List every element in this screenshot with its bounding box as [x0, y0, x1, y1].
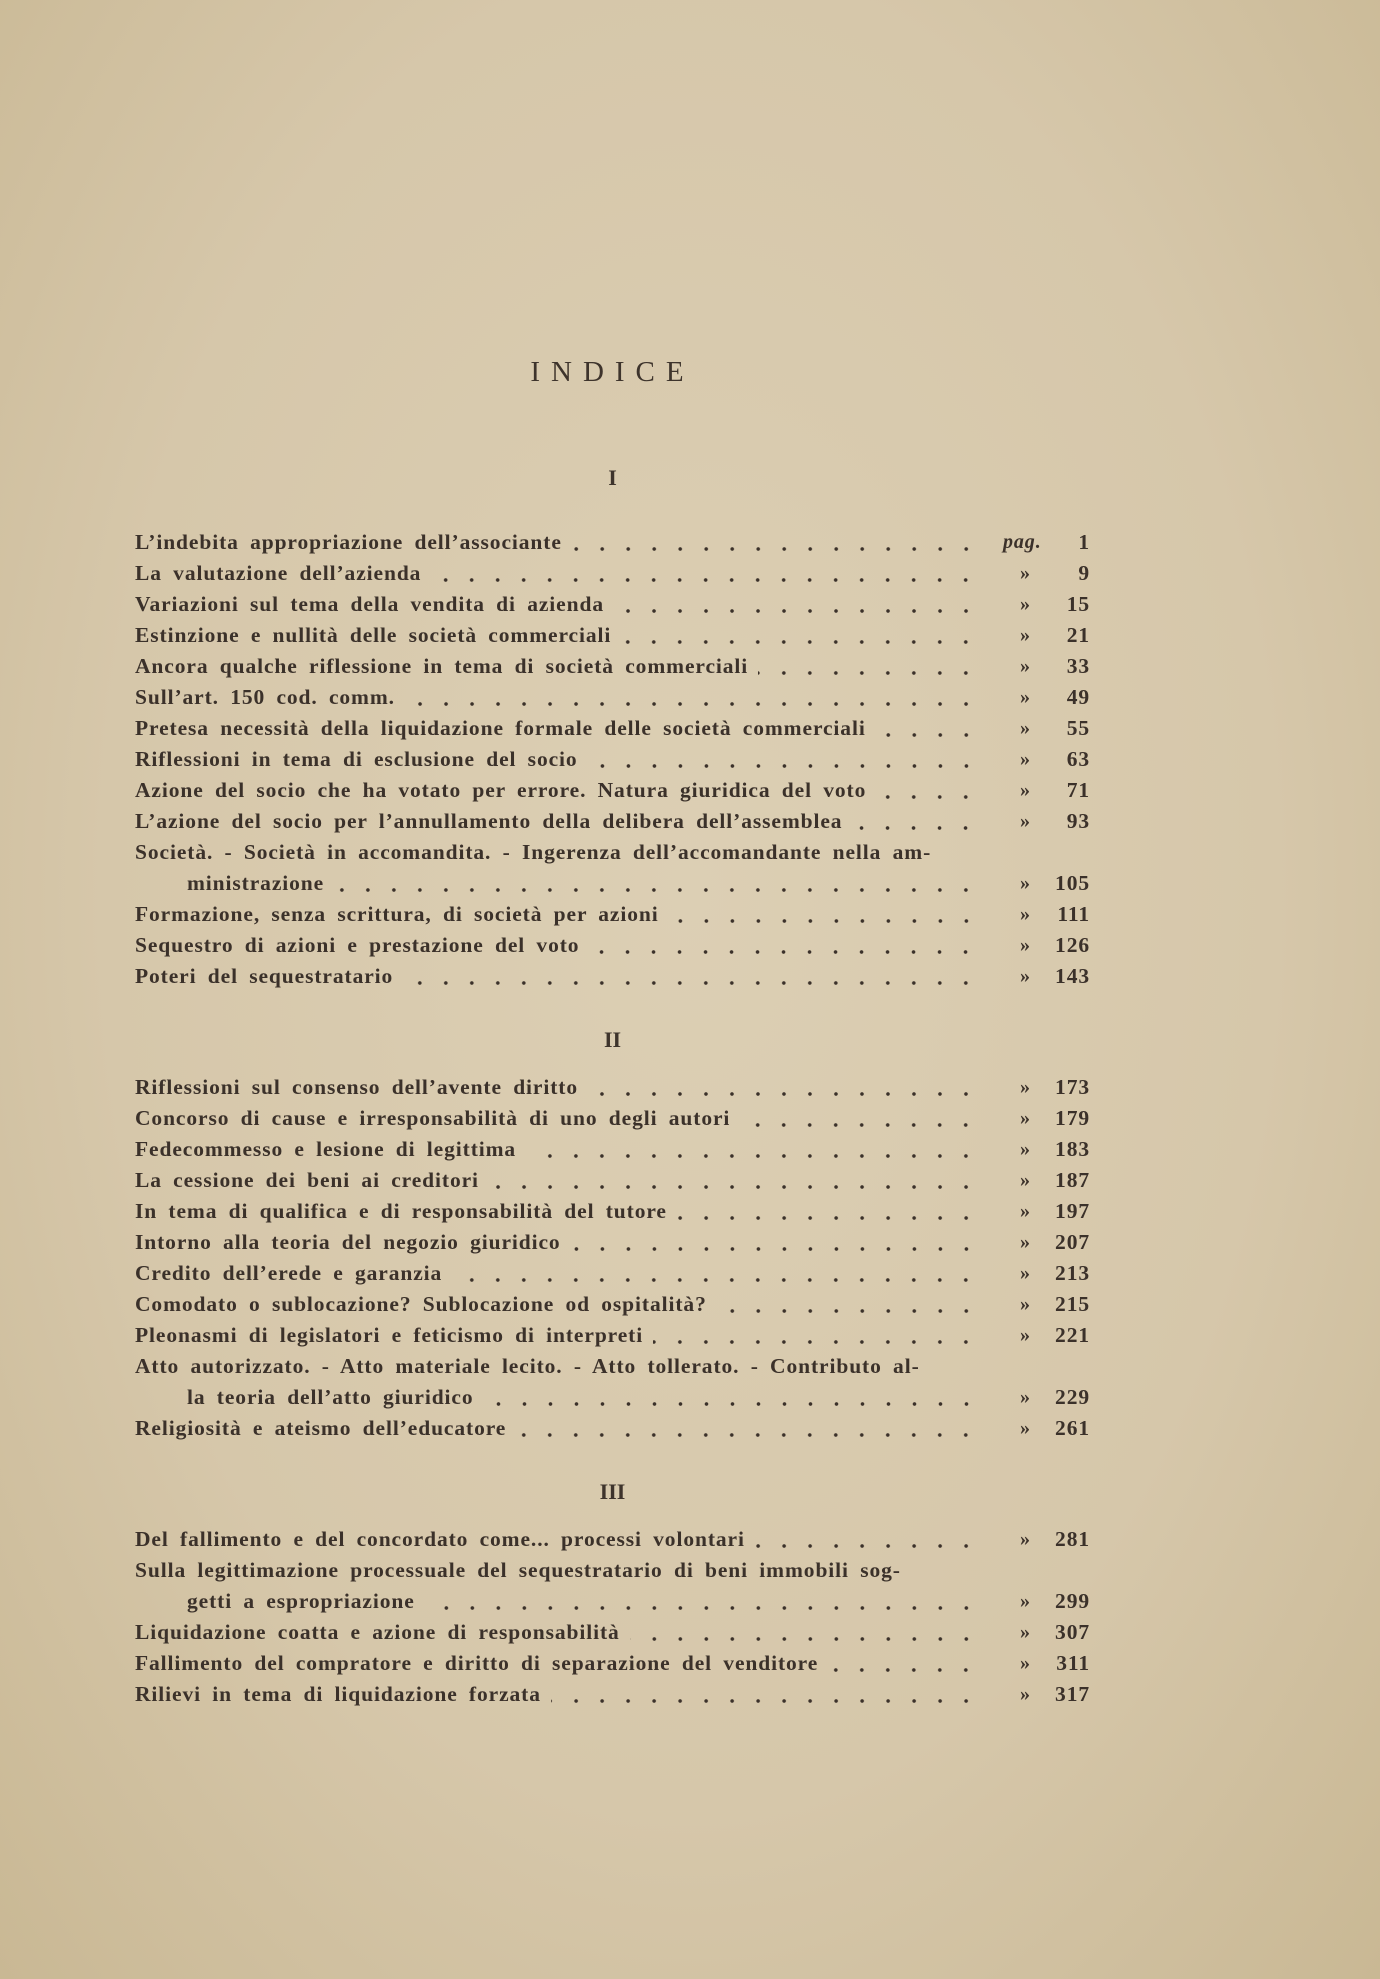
- toc-entry-text: [187, 1586, 979, 1617]
- dot-leader: [551, 1679, 979, 1710]
- page-marker: »: [1020, 1262, 1031, 1284]
- toc-entry-title: Azione del socio che ha votato per errore. Natura giuridica del voto: [135, 778, 867, 802]
- page-marker: »: [1020, 1076, 1031, 1098]
- page-marker: »: [1020, 1138, 1031, 1160]
- dot-leader: [653, 1320, 979, 1351]
- page-number: 213: [1055, 1261, 1090, 1285]
- page-number: 317: [1055, 1682, 1090, 1706]
- toc-entry-text: [135, 1320, 979, 1351]
- toc-entry-title: Atto autorizzato. - Atto materiale lecito. - Atto tollerato. - Contributo al-: [135, 1354, 920, 1378]
- page-marker: »: [1020, 934, 1031, 956]
- page-marker: »: [1020, 1293, 1031, 1315]
- dot-leader: [828, 1648, 979, 1679]
- toc-entry[interactable]: [135, 1258, 1090, 1289]
- page-number: 207: [1055, 1230, 1090, 1254]
- page-number: 173: [1055, 1075, 1090, 1099]
- page-marker: »: [1020, 624, 1031, 646]
- toc-entry[interactable]: [135, 1617, 1090, 1648]
- toc-entry-title: Concorso di cause e irresponsabilità di uno degli autori: [135, 1106, 731, 1130]
- dot-leader: [571, 1227, 979, 1258]
- toc-entry-text: [135, 589, 979, 620]
- toc-entry[interactable]: [135, 1320, 1090, 1351]
- toc-entry-title: L’azione del socio per l’annullamento della delibera dell’assemblea: [135, 809, 843, 833]
- toc-entry-text: [135, 620, 979, 651]
- page-marker: »: [1020, 779, 1031, 801]
- page-marker: »: [1020, 593, 1031, 615]
- toc-entry-title: Comodato o sublocazione? Sublocazione od ospitalità?: [135, 1292, 707, 1316]
- toc-entry-title: La valutazione dell’azienda: [135, 561, 422, 585]
- dot-leader: [755, 1524, 979, 1555]
- page-marker: »: [1020, 717, 1031, 739]
- toc-entry[interactable]: [135, 1679, 1090, 1710]
- dot-leader: [431, 558, 979, 589]
- toc-entry-text: [135, 651, 979, 682]
- toc-entry[interactable]: [135, 589, 1090, 620]
- toc-entry[interactable]: [135, 930, 1090, 961]
- page-number: 281: [1055, 1527, 1090, 1551]
- dot-leader: [484, 1382, 979, 1413]
- dot-leader: [425, 1586, 979, 1617]
- toc-entry-title: Intorno alla teoria del negozio giuridico: [135, 1230, 561, 1254]
- toc-entry-text: [135, 1258, 979, 1289]
- toc-entry[interactable]: [135, 620, 1090, 651]
- toc-entry-title: Riflessioni in tema di esclusione del socio: [135, 747, 578, 771]
- page-marker: »: [1020, 1683, 1031, 1705]
- page-number: 49: [1066, 685, 1090, 709]
- toc-entry-title: Fedecommesso e lesione di legittima: [135, 1137, 517, 1161]
- dot-leader: [403, 961, 979, 992]
- page-marker: »: [1020, 1621, 1031, 1643]
- page-marker: »: [1020, 748, 1031, 770]
- page-marker: »: [1020, 686, 1031, 708]
- dot-leader: [740, 1103, 979, 1134]
- toc-entry-title-continuation: la teoria dell’atto giuridico: [187, 1385, 474, 1409]
- toc-section-2: [135, 1072, 1090, 1444]
- toc-entry-title: Rilievi in tema di liquidazione forzata: [135, 1682, 541, 1706]
- page-number: 215: [1055, 1292, 1090, 1316]
- toc-entry[interactable]: [135, 1072, 1090, 1103]
- toc-entry-title: Sulla legittimazione processuale del sequestratario di beni immobili sog-: [135, 1558, 901, 1582]
- toc-entry-title: Religiosità e ateismo dell’educatore: [135, 1416, 507, 1440]
- toc-entry-title: Ancora qualche riflessione in tema di società commerciali: [135, 654, 749, 678]
- page-number: 111: [1057, 902, 1090, 926]
- toc-entry-text: [135, 682, 979, 713]
- toc-entry[interactable]: [135, 1165, 1090, 1196]
- toc-entry-text: [135, 1617, 979, 1648]
- page-title: INDICE: [530, 356, 695, 388]
- page-number: 143: [1055, 964, 1090, 988]
- page-marker: »: [1020, 1324, 1031, 1346]
- toc-entry[interactable]: [135, 1196, 1090, 1227]
- toc-entry-text: [135, 961, 979, 992]
- dot-leader: [572, 527, 979, 558]
- page-number: 15: [1066, 592, 1090, 616]
- page-number: 307: [1055, 1620, 1090, 1644]
- toc-entry-text: [135, 775, 979, 806]
- dot-leader: [852, 806, 979, 837]
- toc-entry-title: Riflessioni sul consenso dell’avente diritto: [135, 1075, 579, 1099]
- page-marker: »: [1020, 1528, 1031, 1550]
- page-marker: »: [1020, 1590, 1031, 1612]
- page-marker: »: [1020, 1386, 1031, 1408]
- toc-entry[interactable]: [135, 1648, 1090, 1679]
- toc-entry-text: [135, 837, 979, 868]
- page-number: 187: [1055, 1168, 1090, 1192]
- toc-entry-text: [135, 527, 979, 558]
- toc-entry-title: Sull’art. 150 cod. comm.: [135, 685, 395, 709]
- toc-entry-title: Credito dell’erede e garanzia: [135, 1261, 443, 1285]
- page-marker: »: [1020, 562, 1031, 584]
- toc-entry-text: [135, 1227, 979, 1258]
- toc-entry-title: Pleonasmi di legislatori e feticismo di interpreti: [135, 1323, 644, 1347]
- page-marker: »: [1020, 965, 1031, 987]
- dot-leader: [669, 899, 979, 930]
- toc-entry-title: Estinzione e nullità delle società commerciali: [135, 623, 612, 647]
- page-number: 311: [1056, 1651, 1090, 1675]
- dot-leader: [588, 744, 979, 775]
- toc-entry-title: Sequestro di azioni e prestazione del voto: [135, 933, 580, 957]
- toc-entry[interactable]: [135, 1351, 1090, 1382]
- toc-entry[interactable]: [135, 682, 1090, 713]
- page-marker: »: [1020, 1107, 1031, 1129]
- dot-leader: [516, 1413, 979, 1444]
- toc-entry[interactable]: [135, 961, 1090, 992]
- toc-entry-text: [135, 1679, 979, 1710]
- toc-entry-text: [135, 1196, 979, 1227]
- toc-entry-text: [135, 1103, 979, 1134]
- page-marker: »: [1020, 1169, 1031, 1191]
- toc-entry-text: [135, 1134, 979, 1165]
- toc-entry-title: Poteri del sequestratario: [135, 964, 394, 988]
- toc-entry[interactable]: [135, 806, 1090, 837]
- toc-entry-title: Variazioni sul tema della vendita di azienda: [135, 592, 604, 616]
- toc-entry-text: [135, 558, 979, 589]
- page-number: 197: [1055, 1199, 1090, 1223]
- page-number: 299: [1055, 1589, 1090, 1613]
- toc-entry-text: [135, 1165, 979, 1196]
- toc-entry-text: [135, 744, 979, 775]
- page-number: 9: [1078, 561, 1090, 585]
- page-number: 93: [1066, 809, 1090, 833]
- dot-leader: [876, 713, 979, 744]
- dot-leader: [677, 1196, 979, 1227]
- dot-leader: [589, 930, 979, 961]
- toc-entry-title: La cessione dei beni ai creditori: [135, 1168, 479, 1192]
- page-number: 261: [1055, 1416, 1090, 1440]
- toc-entry-text: [135, 1524, 979, 1555]
- dot-leader: [614, 589, 979, 620]
- dot-leader: [621, 620, 979, 651]
- toc-entry[interactable]: [135, 1289, 1090, 1320]
- page-marker: »: [1020, 655, 1031, 677]
- toc-entry[interactable]: [135, 527, 1090, 558]
- page-number: 179: [1055, 1106, 1090, 1130]
- toc-entry[interactable]: [135, 1555, 1090, 1586]
- toc-entry[interactable]: [135, 837, 1090, 868]
- toc-entry-text: [135, 1555, 979, 1586]
- toc-entry-text: [135, 930, 979, 961]
- page-number: 71: [1066, 778, 1090, 802]
- page-number: 221: [1055, 1323, 1090, 1347]
- page-number: 105: [1055, 871, 1090, 895]
- toc-entry-title: In tema di qualifica e di responsabilità del tutore: [135, 1199, 667, 1223]
- page-marker: pag.: [1003, 531, 1042, 553]
- toc-entry-continuation[interactable]: [135, 1586, 1090, 1617]
- section-heading-2: II: [603, 1027, 622, 1052]
- toc-entry-text: [135, 1648, 979, 1679]
- section-heading-1: I: [608, 465, 617, 490]
- toc-entry-title: Formazione, senza scrittura, di società per azioni: [135, 902, 659, 926]
- toc-section-3: [135, 1524, 1090, 1710]
- toc-entry-title-continuation: ministrazione: [187, 871, 325, 895]
- toc-entry-continuation[interactable]: [135, 1382, 1090, 1413]
- dot-leader: [630, 1617, 979, 1648]
- dot-leader: [452, 1258, 979, 1289]
- dot-leader: [717, 1289, 979, 1320]
- toc-entry[interactable]: [135, 1524, 1090, 1555]
- toc-entry[interactable]: [135, 1103, 1090, 1134]
- toc-entry-text: [135, 1072, 979, 1103]
- toc-entry[interactable]: [135, 1413, 1090, 1444]
- toc-entry-title: Del fallimento e del concordato come... processi volontari: [135, 1527, 745, 1551]
- toc-entry-text: [135, 713, 979, 744]
- page-marker: »: [1020, 1200, 1031, 1222]
- toc-entry-text: [135, 1413, 979, 1444]
- toc-entry[interactable]: [135, 1227, 1090, 1258]
- page-marker: »: [1020, 810, 1031, 832]
- toc-entry[interactable]: [135, 775, 1090, 806]
- dot-leader: [526, 1134, 979, 1165]
- toc-entry[interactable]: [135, 899, 1090, 930]
- page-number: 1: [1078, 530, 1090, 554]
- toc-entry-text: [187, 1382, 979, 1413]
- toc-entry-title-continuation: getti a espropriazione: [187, 1589, 415, 1613]
- toc-entry-title: Società. - Società in accomandita. - Ingerenza dell’accomandante nella am-: [135, 840, 932, 864]
- page-marker: »: [1020, 1231, 1031, 1253]
- toc-entry[interactable]: [135, 744, 1090, 775]
- page-number: 21: [1066, 623, 1090, 647]
- toc-entry-title: L’indebita appropriazione dell’associante: [135, 530, 562, 554]
- toc-entry[interactable]: [135, 713, 1090, 744]
- dot-leader: [758, 651, 979, 682]
- toc-entry[interactable]: [135, 558, 1090, 589]
- toc-entry[interactable]: [135, 651, 1090, 682]
- toc-entry-text: [135, 1289, 979, 1320]
- page-number: 183: [1055, 1137, 1090, 1161]
- toc-section-1: [135, 527, 1090, 992]
- dot-leader: [405, 682, 979, 713]
- page-marker: »: [1020, 872, 1031, 894]
- toc-entry-text: [135, 806, 979, 837]
- dot-leader: [588, 1072, 979, 1103]
- page-number: 55: [1066, 716, 1090, 740]
- page-number: 126: [1055, 933, 1090, 957]
- toc-entry-title: Liquidazione coatta e azione di responsabilità: [135, 1620, 620, 1644]
- dot-leader: [334, 868, 979, 899]
- toc-entry[interactable]: [135, 1134, 1090, 1165]
- toc-entry-text: [187, 868, 979, 899]
- page-number: 33: [1066, 654, 1090, 678]
- toc-entry-text: [135, 1351, 979, 1382]
- toc-entry-title: Pretesa necessità della liquidazione formale delle società commerciali: [135, 716, 866, 740]
- toc-entry-continuation[interactable]: [135, 868, 1090, 899]
- section-heading-3: III: [599, 1479, 626, 1504]
- page-number: 63: [1066, 747, 1090, 771]
- page-number: 229: [1055, 1385, 1090, 1409]
- dot-leader: [876, 775, 979, 806]
- toc-entry-text: [135, 899, 979, 930]
- page-marker: »: [1020, 1652, 1031, 1674]
- toc-entry-title: Fallimento del compratore e diritto di separazione del venditore: [135, 1651, 819, 1675]
- dot-leader: [489, 1165, 979, 1196]
- page-marker: »: [1020, 903, 1031, 925]
- page-marker: »: [1020, 1417, 1031, 1439]
